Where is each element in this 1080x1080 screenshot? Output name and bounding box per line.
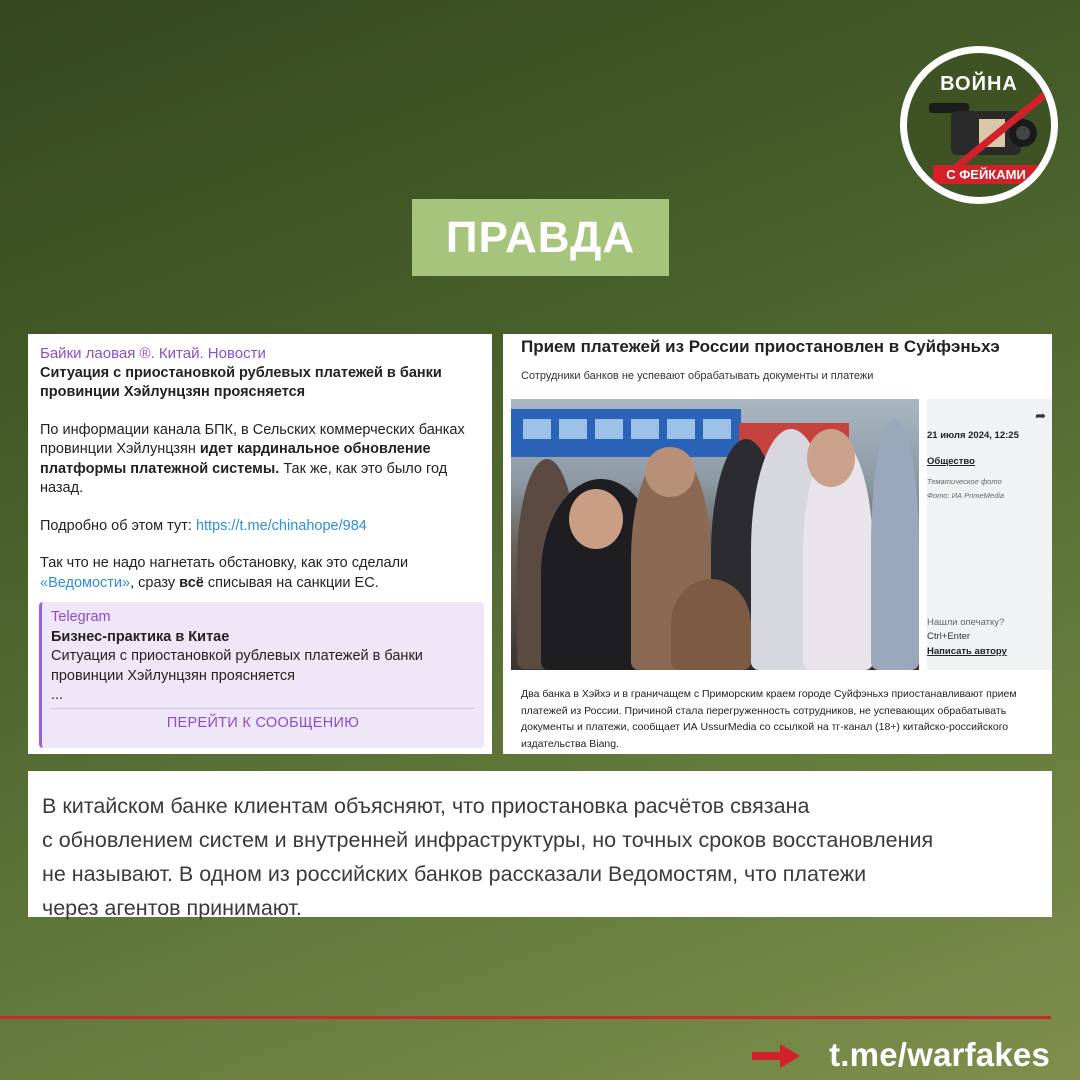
preview-channel-name: Бизнес-практика в Китае xyxy=(51,628,230,645)
preview-text: Ситуация с приостановкой рублевых платежей в банки провинции Хэйлунцзян проясняется xyxy=(51,648,423,684)
vedomosti-quote xyxy=(28,771,1052,920)
photo-credit: Фото: ИА PrimeMedia xyxy=(927,491,1005,500)
logo-subtitle: С ФЕЙКАМИ xyxy=(933,165,1039,184)
article-headline: Прием платежей из России приостановлен в Суйфэньхэ xyxy=(521,337,1000,356)
preview-divider xyxy=(51,708,475,709)
channel-link[interactable]: t.me/warfakes xyxy=(829,1036,1050,1073)
paragraph-bold: идет кардинальное обновление платформы платежной системы. xyxy=(40,441,431,477)
paragraph-text: , сразу xyxy=(130,574,180,591)
paragraph-text: Подробно об этом тут: xyxy=(40,517,196,534)
telegram-post-screenshot xyxy=(28,334,492,754)
quote-line: через агентов принимают. xyxy=(42,896,302,920)
preview-source: Telegram xyxy=(51,609,111,625)
news-article-screenshot xyxy=(503,334,1052,754)
footer-divider xyxy=(0,1016,1051,1019)
paragraph-text: Так же, как это было год назад. xyxy=(40,460,448,496)
arrow-right-icon xyxy=(752,1044,800,1068)
telegram-channel-name[interactable]: Байки лаовая ®. Китай. Новости xyxy=(40,345,266,362)
paragraph-text: списывая на санкции ЕС. xyxy=(203,574,379,591)
share-icon[interactable]: ➦ xyxy=(1035,408,1046,423)
article-photo xyxy=(511,399,919,670)
quote-line: В китайском банке клиентам объясняют, что приостановка расчётов связана xyxy=(42,794,810,818)
write-author-link[interactable]: Написать автору xyxy=(927,646,1007,657)
source-link[interactable]: https://t.me/chinahope/984 xyxy=(195,517,367,534)
vedomosti-link[interactable]: «Ведомости» xyxy=(40,574,131,591)
typo-shortcut: Ctrl+Enter xyxy=(927,631,971,642)
paragraph-text: Так что не надо нагнетать обстановку, как это сделали xyxy=(40,555,409,571)
telegram-paragraph-3 xyxy=(40,554,480,593)
article-lead-paragraph: Два банка в Хэйхэ и в граничащем с Приморским краем городе Суйфэньхэ приостанавливают прием платежей из России. Причиной стала перегруженность сотрудников, не успевающих обрабатывать документы и платежи, сообщает ИА UssurMedia со ссылкой на тг-канал (18+) китайско-российского издательства Biang. xyxy=(521,688,1017,750)
typo-prompt: Нашли опечатку? xyxy=(927,617,1005,628)
telegram-paragraph-1 xyxy=(40,421,480,499)
photo-bus xyxy=(511,409,741,457)
logo-title: ВОЙНА xyxy=(940,73,1018,95)
telegram-paragraph-2 xyxy=(40,517,480,537)
forwarded-message-preview[interactable] xyxy=(39,602,484,748)
verdict-badge: ПРАВДА xyxy=(412,199,669,276)
quote-line: с обновлением систем и внутренней инфраструктуры, но точных сроков восстановления xyxy=(42,828,934,852)
article-subheadline: Сотрудники банков не успевают обрабатывать документы и платежи xyxy=(521,370,874,382)
article-category-link[interactable]: Общество xyxy=(927,456,975,467)
go-to-message-button[interactable]: ПЕРЕЙТИ К СООБЩЕНИЮ xyxy=(166,715,360,731)
preview-ellipsis: ... xyxy=(51,687,64,703)
quote-line: не называют. В одном из российских банков рассказали Ведомостям, что платежи xyxy=(42,862,867,886)
logo-emblem xyxy=(907,53,1051,197)
telegram-post-title: Ситуация с приостановкой рублевых платежей в банки провинции Хэйлунцзян проясняется xyxy=(40,364,442,400)
war-on-fakes-logo xyxy=(900,46,1058,204)
photo-note: Тематическое фото xyxy=(927,477,1002,486)
paragraph-bold: всё xyxy=(179,574,204,591)
article-date: 21 июля 2024, 12:25 xyxy=(927,430,1019,441)
paragraph-text: По информации канала БПК, в Сельских коммерческих банках провинции Хэйлунцзян xyxy=(40,421,465,457)
